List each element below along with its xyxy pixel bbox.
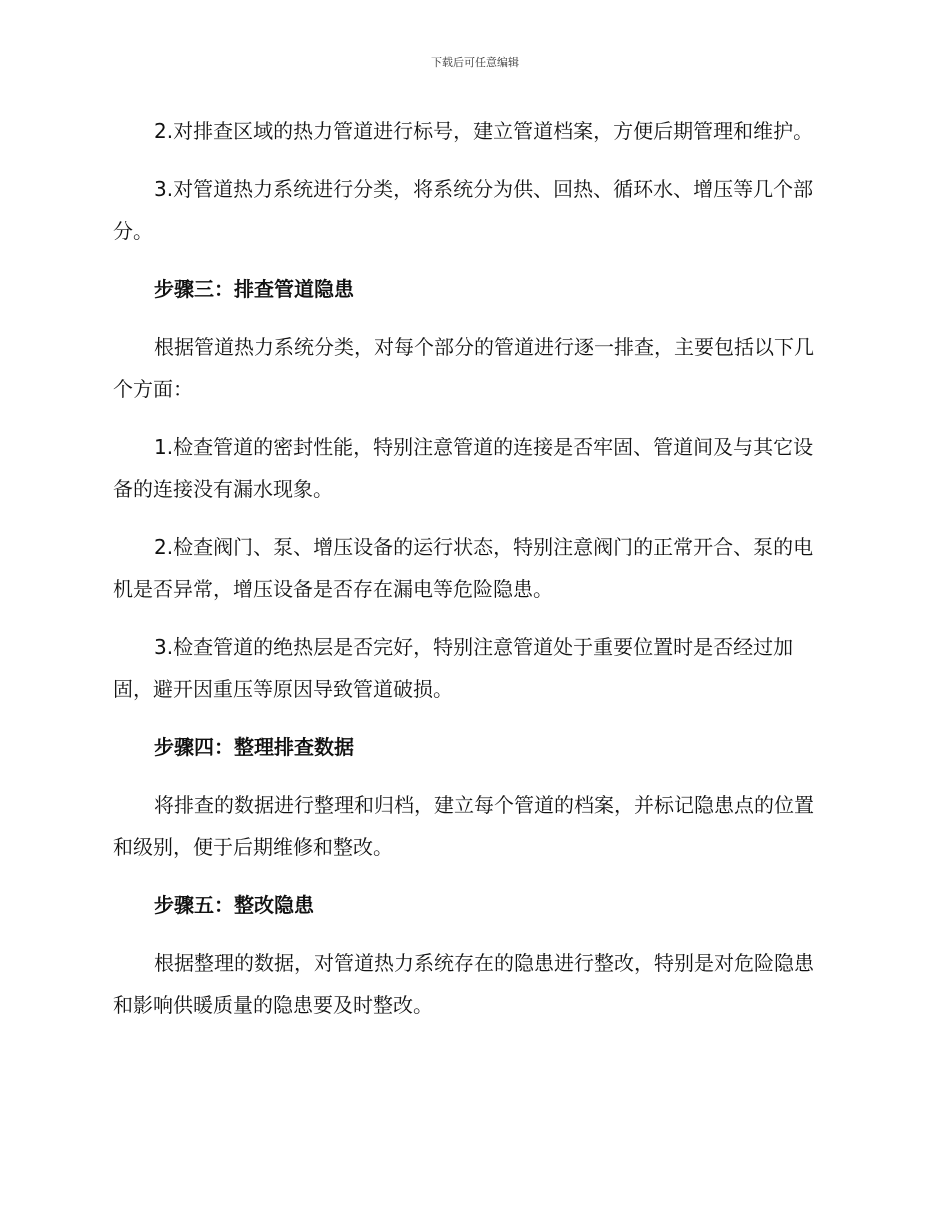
document-body — [113, 110, 830, 1042]
paragraph-system-classification: 3.对管道热力系统进行分类，将系统分为供、回热、循环水、增压等几个部分。 — [113, 177, 814, 243]
heading-step-five: 步骤五：整改隐患 — [154, 893, 314, 917]
paragraph-rectification: 根据整理的数据，对管道热力系统存在的隐患进行整改，特别是对危险隐患和影响供暖质量的隐患要及时整改。 — [113, 951, 814, 1017]
heading-step-four: 步骤四：整理排查数据 — [154, 735, 354, 759]
paragraph-inspection-intro: 根据管道热力系统分类，对每个部分的管道进行逐一排查，主要包括以下几个方面： — [113, 335, 814, 401]
paragraph-data-archiving: 将排查的数据进行整理和归档，建立每个管道的档案，并标记隐患点的位置和级别，便于后期维修和整改。 — [113, 793, 814, 859]
page-header: 下载后可任意编辑 — [431, 56, 519, 69]
paragraph-seal-check: 1.检查管道的密封性能，特别注意管道的连接是否牢固、管道间及与其它设备的连接没有漏水现象。 — [113, 435, 814, 501]
paragraph-pipe-numbering: 2.对排查区域的热力管道进行标号，建立管道档案，方便后期管理和维护。 — [154, 119, 814, 143]
paragraph-equipment-check: 2.检查阀门、泵、增压设备的运行状态，特别注意阀门的正常开合、泵的电机是否异常，增压设备是否存在漏电等危险隐患。 — [113, 535, 814, 601]
paragraph-insulation-check: 3.检查管道的绝热层是否完好，特别注意管道处于重要位置时是否经过加固，避开因重压等原因导致管道破损。 — [113, 635, 794, 701]
heading-step-three: 步骤三：排查管道隐患 — [154, 277, 354, 301]
